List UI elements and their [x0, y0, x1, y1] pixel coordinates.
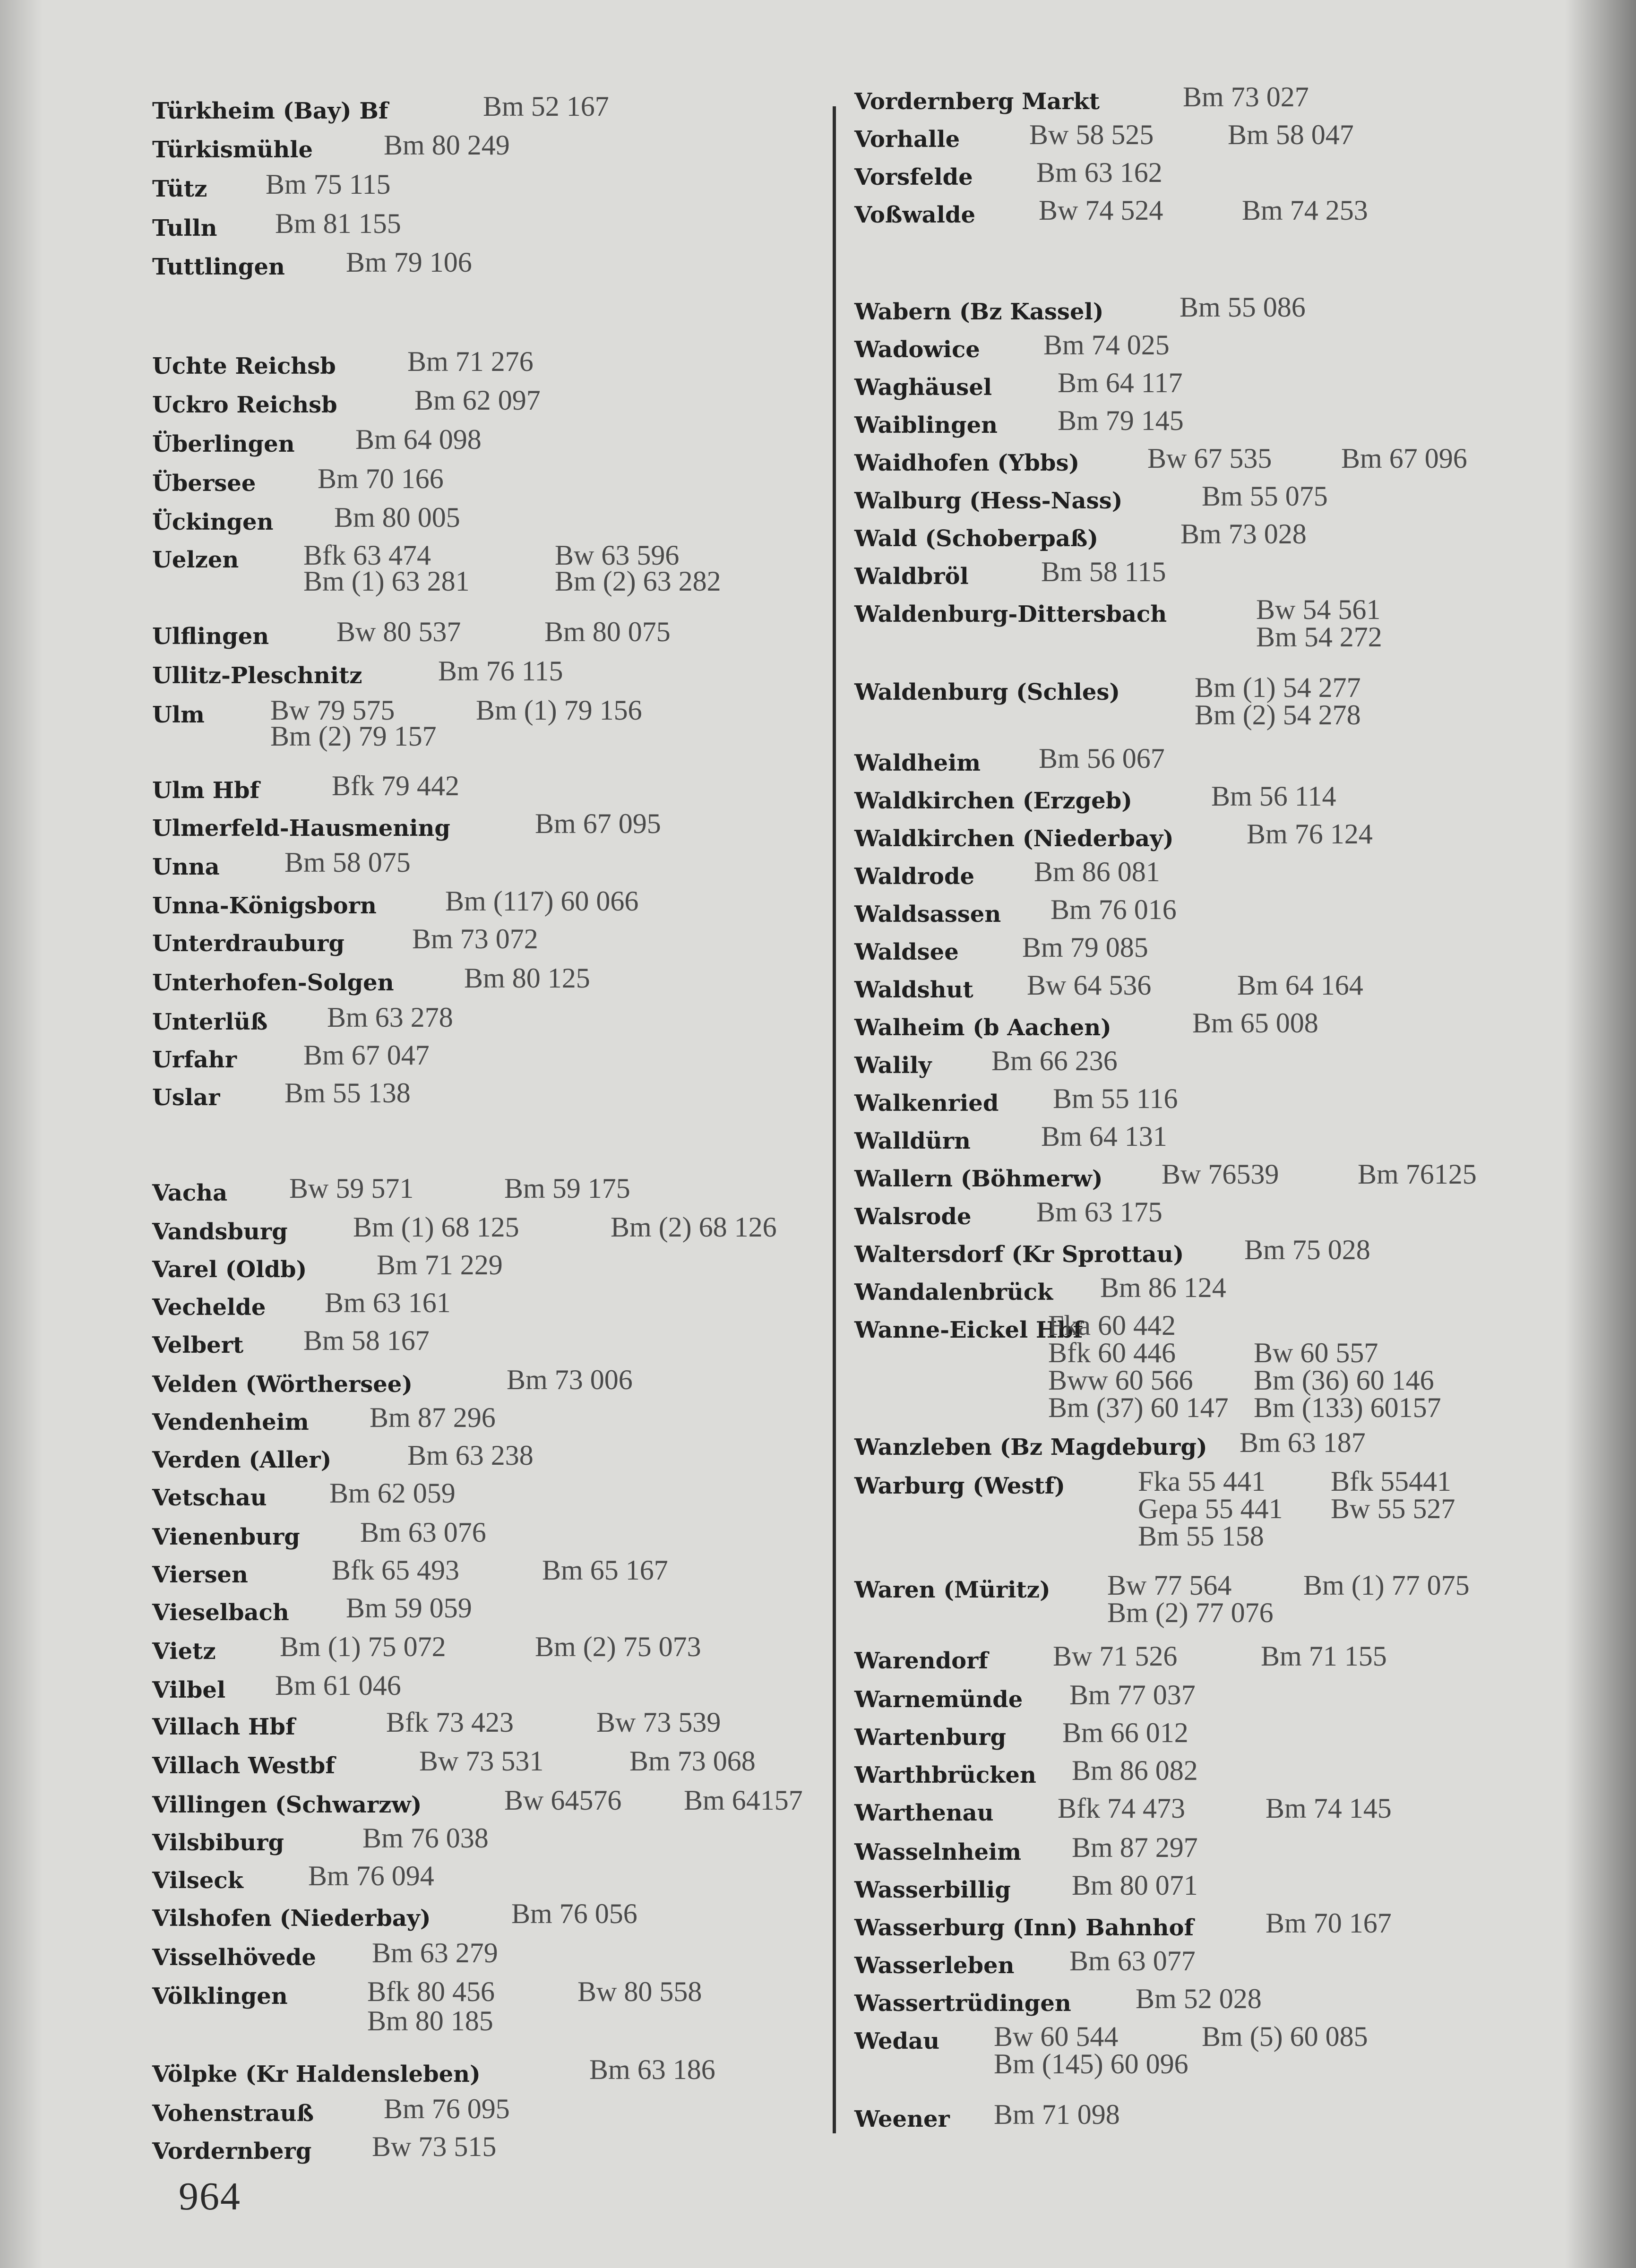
depot-code: Bm (117) 60 066	[445, 885, 639, 917]
station-name: Waldshut	[854, 977, 973, 1003]
station-name: Warburg (Westf)	[854, 1473, 1065, 1499]
depot-code: Bm 64 098	[355, 424, 482, 455]
depot-code: Fka 60 442	[1048, 1310, 1176, 1341]
station-name: Waldbröl	[854, 563, 969, 590]
depot-code: Bfk 55441	[1331, 1466, 1451, 1497]
depot-code: Bm 87 296	[370, 1402, 496, 1433]
station-name: Vorsfelde	[854, 164, 973, 190]
depot-code: Bm 77 037	[1069, 1679, 1196, 1710]
depot-code: Bm 58 047	[1228, 119, 1354, 150]
depot-code: Bm 63 161	[325, 1287, 451, 1318]
depot-code: Bw 55 527	[1331, 1493, 1455, 1524]
depot-code: Bm 73 028	[1180, 518, 1307, 550]
station-name: Vilshofen (Niederbay)	[152, 1905, 431, 1932]
station-name: Waldenburg-Dittersbach	[854, 601, 1167, 627]
depot-code: Bm 56 114	[1211, 781, 1336, 812]
station-name: Waldheim	[854, 750, 981, 776]
depot-code: Bm (1) 54 277	[1195, 672, 1361, 703]
station-name: Villingen (Schwarzw)	[152, 1792, 422, 1818]
depot-code: Bm 63 187	[1240, 1427, 1366, 1458]
station-name: Vendenheim	[152, 1409, 309, 1435]
depot-code: Bm 79 106	[346, 247, 472, 278]
station-name: Waldenburg (Schles)	[854, 679, 1120, 705]
station-name: Walsrode	[854, 1203, 972, 1230]
station-name: Warendorf	[854, 1648, 989, 1674]
depot-code: Bm 80 005	[334, 502, 460, 533]
depot-code: Bm 76125	[1358, 1159, 1477, 1190]
depot-code: Bm 71 276	[407, 346, 534, 377]
depot-code: Bm 86 081	[1034, 856, 1160, 887]
station-name: Velden (Wörthersee)	[152, 1371, 413, 1398]
station-name: Urfahr	[152, 1047, 237, 1073]
depot-code: Bm (1) 68 125	[353, 1211, 519, 1243]
station-name: Unterhofen-Solgen	[152, 970, 394, 996]
station-name: Wandalenbrück	[854, 1279, 1053, 1306]
depot-code: Bm (5) 60 085	[1202, 2021, 1368, 2052]
depot-code: Bm 76 095	[384, 2093, 510, 2124]
depot-code: Bfk 73 423	[386, 1707, 514, 1738]
station-name: Wald (Schoberpaß)	[854, 525, 1099, 552]
depot-code: Bm 59 059	[346, 1592, 472, 1624]
depot-code: Bm 63 278	[327, 1002, 453, 1033]
depot-code: Bm 76 115	[438, 655, 563, 687]
depot-code: Bm 76 094	[308, 1860, 434, 1891]
station-name: Übersee	[152, 470, 256, 497]
depot-code: Bm 75 115	[266, 169, 391, 200]
station-name: Wasserburg (Inn) Bahnhof	[854, 1915, 1194, 1941]
station-name: Waldsee	[854, 939, 959, 965]
station-name: Villach Westbf	[152, 1753, 335, 1779]
station-name: Vacha	[152, 1180, 228, 1206]
depot-code: Bm 65 008	[1192, 1007, 1318, 1039]
station-name: Unterlüß	[152, 1009, 268, 1035]
depot-code: Bm 62 059	[329, 1478, 456, 1509]
depot-code: Bw 59 571	[289, 1173, 414, 1204]
depot-code: Bm 76 038	[362, 1822, 489, 1854]
station-name: Warthenau	[854, 1800, 994, 1826]
station-name: Uelzen	[152, 547, 239, 573]
depot-code: Bm 71 098	[994, 2099, 1120, 2130]
depot-code: Bw 63 596	[555, 540, 680, 571]
depot-code: Bw 73 539	[596, 1707, 721, 1738]
depot-code: Bm 64157	[684, 1785, 803, 1816]
station-name: Wanzleben (Bz Magdeburg)	[854, 1434, 1207, 1460]
depot-code: Bw 71 526	[1053, 1641, 1178, 1672]
station-name: Waren (Müritz)	[854, 1577, 1050, 1603]
depot-code: Bw 74 524	[1039, 195, 1163, 226]
depot-code: Bm 52 028	[1136, 1983, 1262, 2014]
depot-code: Bm 55 138	[284, 1077, 411, 1108]
station-name: Wedau	[854, 2028, 940, 2054]
page-right-shadow	[1565, 0, 1636, 2268]
depot-code: Bw 79 575	[270, 695, 395, 726]
station-name: Türkheim (Bay) Bf	[152, 98, 388, 124]
station-name: Wartenburg	[854, 1724, 1007, 1751]
station-name: Waghäusel	[854, 374, 992, 401]
depot-code: Bm 79 085	[1022, 932, 1148, 963]
depot-code: Bm 58 075	[284, 847, 411, 878]
station-name: Voßwalde	[854, 202, 976, 228]
station-name: Wallern (Böhmerw)	[854, 1166, 1103, 1192]
depot-code: Bw 64576	[504, 1785, 622, 1816]
depot-code: Bm 67 096	[1341, 443, 1467, 474]
station-name: Waltersdorf (Kr Sprottau)	[854, 1241, 1184, 1268]
depot-code: Bfk 63 474	[303, 540, 431, 571]
station-name: Unterdrauburg	[152, 930, 344, 957]
depot-code: Bm 80 071	[1072, 1870, 1198, 1901]
depot-code: Bfk 65 493	[332, 1555, 459, 1586]
station-name: Waiblingen	[854, 412, 998, 438]
page-number: 964	[179, 2174, 241, 2218]
depot-code: Bm 76 016	[1050, 894, 1177, 925]
depot-code: Bm (2) 68 126	[611, 1211, 777, 1243]
station-name: Varel (Oldb)	[152, 1256, 307, 1283]
depot-code: Bm 80 249	[384, 129, 510, 161]
depot-code: Bm 66 012	[1062, 1717, 1188, 1748]
station-name: Vandsburg	[152, 1219, 288, 1245]
station-name: Walkenried	[854, 1090, 999, 1117]
depot-code: Bm 80 125	[464, 962, 590, 994]
depot-code: Bw 80 558	[577, 1976, 702, 2007]
station-name: Ückingen	[152, 509, 274, 535]
station-name: Vieselbach	[152, 1599, 289, 1626]
station-name: Türkismühle	[152, 137, 313, 163]
depot-code: Bw 77 564	[1107, 1570, 1232, 1601]
station-name: Wadowice	[854, 336, 980, 363]
station-name: Wasserbillig	[854, 1877, 1011, 1903]
depot-code: Bm (2) 77 076	[1107, 1597, 1274, 1628]
page-left-shadow	[0, 0, 43, 2268]
depot-code: Bm 67 095	[535, 808, 661, 839]
depot-code: Bm 52 167	[483, 91, 609, 122]
depot-code: Bm 63 076	[360, 1517, 486, 1548]
depot-code: Bfk 79 442	[332, 770, 459, 801]
station-name: Vilbel	[152, 1677, 226, 1703]
station-name: Tütz	[152, 176, 207, 202]
station-name: Wassertrüdingen	[854, 1990, 1071, 2017]
depot-code: Bm 64 117	[1058, 367, 1183, 398]
depot-code: Bm (145) 60 096	[994, 2048, 1188, 2079]
station-name: Waldkirchen (Erzgeb)	[854, 788, 1132, 814]
depot-code: Bm 61 046	[275, 1670, 401, 1701]
depot-code: Bm 80 075	[544, 616, 671, 647]
station-name: Villach Hbf	[152, 1714, 295, 1740]
station-name: Tulln	[152, 215, 217, 241]
station-name: Ulm	[152, 702, 205, 728]
station-name: Velbert	[152, 1332, 244, 1358]
depot-code: Bm 56 067	[1039, 743, 1165, 774]
station-name: Ulmerfeld-Hausmening	[152, 815, 450, 842]
depot-code: Bm 70 166	[318, 463, 444, 494]
depot-code: Bm (2) 79 157	[270, 721, 437, 752]
depot-code: Bm 54 272	[1256, 621, 1382, 653]
depot-code: Bm 64 164	[1237, 970, 1363, 1001]
depot-code: Bm 79 145	[1058, 405, 1184, 436]
depot-code: Bm 63 186	[589, 2054, 715, 2085]
station-name: Vordernberg	[152, 2138, 312, 2165]
station-name: Unna-Königsborn	[152, 893, 377, 919]
depot-code: Bm (1) 79 156	[476, 695, 642, 726]
station-name: Weener	[854, 2106, 950, 2132]
station-name: Wasselnheim	[854, 1839, 1022, 1865]
depot-code: Bw 60 544	[994, 2021, 1119, 2052]
depot-code: Bm 86 082	[1072, 1755, 1198, 1786]
station-name: Unna	[152, 854, 220, 880]
station-name: Uckro Reichsb	[152, 392, 337, 418]
station-name: Walburg (Hess-Nass)	[854, 488, 1123, 514]
depot-code: Bm 58 115	[1041, 556, 1166, 587]
station-name: Wanne-Eickel Hbf	[854, 1317, 1083, 1343]
station-name: Ullitz-Pleschnitz	[152, 662, 362, 689]
station-name: Vechelde	[152, 1294, 266, 1321]
station-name: Vohenstrauß	[152, 2100, 314, 2127]
depot-code: Bm 55 116	[1053, 1083, 1178, 1114]
station-name: Vordernberg Markt	[854, 88, 1100, 115]
depot-code: Bw 67 535	[1147, 443, 1272, 474]
depot-code: Bw 76539	[1162, 1159, 1279, 1190]
depot-code: Bm 65 167	[542, 1555, 668, 1586]
station-name: Uchte Reichsb	[152, 353, 336, 379]
station-name: Vilsbiburg	[152, 1830, 284, 1856]
depot-code: Fka 55 441	[1138, 1466, 1266, 1497]
depot-code: Bm 75 028	[1244, 1234, 1370, 1265]
station-name: Ulflingen	[152, 623, 269, 650]
depot-code: Bw 60 557	[1254, 1337, 1378, 1368]
depot-code: Bm (37) 60 147	[1048, 1392, 1229, 1423]
depot-code: Gepa 55 441	[1138, 1493, 1283, 1524]
station-name: Vienenburg	[152, 1524, 300, 1550]
depot-code: Bm 73 072	[412, 923, 538, 954]
depot-code: Bw 54 561	[1256, 594, 1381, 625]
depot-code: Bm 67 047	[303, 1040, 430, 1071]
station-name: Tuttlingen	[152, 254, 285, 280]
depot-code: Bm 63 162	[1036, 157, 1162, 188]
station-name: Vetschau	[152, 1485, 267, 1511]
depot-code: Bw 80 537	[336, 616, 461, 647]
depot-code: Bm 63 238	[407, 1440, 534, 1471]
depot-code: Bm 76 056	[511, 1898, 637, 1929]
depot-code: Bm (1) 75 072	[280, 1631, 446, 1662]
depot-code: Bm 80 185	[367, 2005, 493, 2036]
depot-code: Bw 64 536	[1027, 970, 1152, 1001]
station-name: Verden (Aller)	[152, 1447, 332, 1473]
depot-code: Bm 76 124	[1247, 818, 1373, 850]
depot-code: Bm 64 131	[1041, 1121, 1167, 1152]
station-name: Uslar	[152, 1084, 220, 1111]
station-name: Völpke (Kr Haldensleben)	[152, 2061, 481, 2088]
depot-code: Bm 55 075	[1202, 481, 1328, 512]
station-name: Vilseck	[152, 1867, 243, 1894]
depot-code: Bm 55 158	[1138, 1521, 1264, 1552]
station-name: Wasserleben	[854, 1952, 1015, 1979]
station-name: Vietz	[152, 1638, 216, 1665]
depot-code: Bm 73 006	[507, 1364, 633, 1395]
depot-code: Bm 74 025	[1043, 329, 1170, 361]
station-name: Waldrode	[854, 863, 975, 890]
column-divider	[833, 106, 836, 2133]
depot-code: Bww 60 566	[1048, 1365, 1193, 1396]
depot-code: Bm 86 124	[1100, 1272, 1226, 1303]
station-name: Waidhofen (Ybbs)	[854, 450, 1080, 476]
depot-code: Bm 74 253	[1242, 195, 1368, 226]
station-name: Waldkirchen (Niederbay)	[854, 825, 1174, 852]
station-name: Waldsassen	[854, 901, 1001, 928]
depot-code: Bm (1) 77 075	[1303, 1570, 1470, 1601]
depot-code: Bfk 60 446	[1048, 1337, 1176, 1368]
depot-code: Bm 58 167	[303, 1325, 430, 1356]
station-name: Warnemünde	[854, 1686, 1023, 1713]
depot-code: Bm 81 155	[275, 208, 401, 239]
depot-code: Bw 58 525	[1029, 119, 1154, 150]
station-name: Walldürn	[854, 1128, 971, 1154]
depot-code: Bfk 74 473	[1058, 1793, 1185, 1824]
depot-code: Bm 71 229	[377, 1249, 503, 1280]
depot-code: Bm 55 086	[1180, 292, 1306, 323]
station-name: Vorhalle	[854, 126, 960, 153]
depot-code: Bm 63 077	[1069, 1945, 1196, 1976]
depot-code: Bm 66 236	[991, 1045, 1118, 1076]
depot-code: Bm 73 027	[1183, 81, 1309, 112]
station-name: Warthbrücken	[854, 1762, 1036, 1788]
depot-code: Bm 59 175	[504, 1173, 630, 1204]
depot-code: Bm (1) 63 281	[303, 566, 470, 597]
depot-code: Bm 73 068	[629, 1745, 756, 1777]
depot-code: Bm (2) 75 073	[535, 1631, 701, 1662]
depot-code: Bm (133) 60157	[1254, 1392, 1441, 1423]
station-name: Ulm Hbf	[152, 777, 260, 804]
station-name: Viersen	[152, 1562, 248, 1588]
station-name: Walheim (b Aachen)	[854, 1014, 1111, 1041]
depot-code: Bm 87 297	[1072, 1832, 1198, 1863]
depot-code: Bw 73 531	[419, 1745, 544, 1777]
depot-code: Bm 70 167	[1266, 1907, 1392, 1939]
station-name: Walily	[854, 1052, 932, 1079]
depot-code: Bfk 80 456	[367, 1976, 495, 2007]
depot-code: Bm 62 097	[414, 385, 541, 416]
station-name: Völklingen	[152, 1983, 288, 2010]
station-name: Wabern (Bz Kassel)	[854, 299, 1104, 325]
station-name: Überlingen	[152, 431, 295, 457]
depot-code: Bm 74 145	[1266, 1793, 1392, 1824]
depot-code: Bm 63 279	[372, 1937, 498, 1968]
station-name: Visselhövede	[152, 1944, 316, 1971]
depot-code: Bm 71 155	[1261, 1641, 1387, 1672]
depot-code: Bw 73 515	[372, 2131, 497, 2162]
depot-code: Bm (2) 63 282	[555, 566, 721, 597]
depot-code: Bm (36) 60 146	[1254, 1365, 1434, 1396]
depot-code: Bm (2) 54 278	[1195, 699, 1361, 730]
depot-code: Bm 63 175	[1036, 1196, 1162, 1228]
